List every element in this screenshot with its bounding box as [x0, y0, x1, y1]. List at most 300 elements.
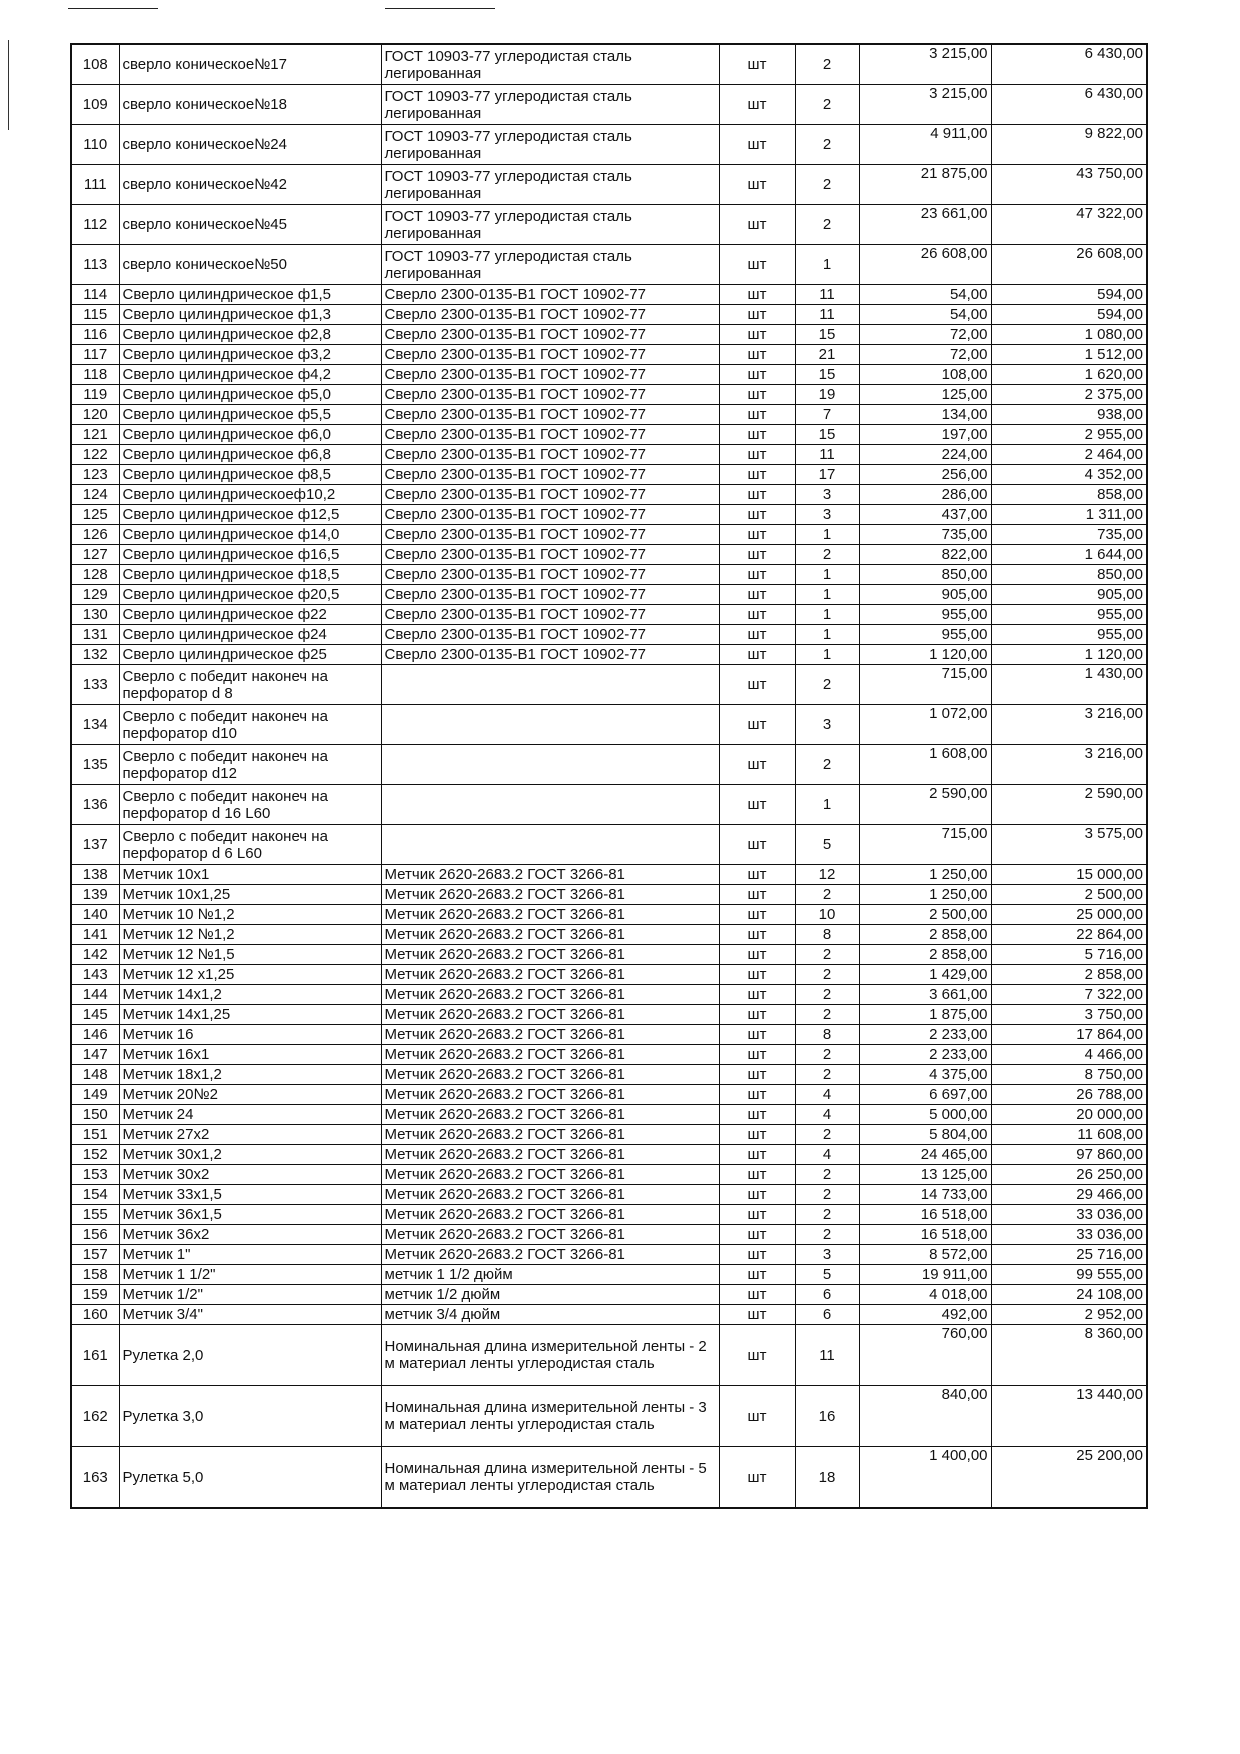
scan-artifact-top-right	[385, 8, 495, 9]
table-row	[71, 665, 1147, 705]
item-name: Метчик 3/4"	[119, 1305, 381, 1325]
item-spec: Сверло 2300-0135-В1 ГОСТ 10902-77	[381, 365, 719, 385]
item-unit: шт	[719, 205, 795, 245]
item-quantity: 11	[795, 285, 859, 305]
item-total: 11 608,00	[991, 1125, 1147, 1145]
item-spec: Метчик 2620-2683.2 ГОСТ 3266-81	[381, 1225, 719, 1245]
item-unit: шт	[719, 325, 795, 345]
table-row	[71, 1185, 1147, 1205]
table-row	[71, 525, 1147, 545]
row-number: 118	[71, 365, 119, 385]
item-unit: шт	[719, 1245, 795, 1265]
item-price: 955,00	[859, 605, 991, 625]
table-row	[71, 325, 1147, 345]
item-total: 3 750,00	[991, 1005, 1147, 1025]
row-number: 149	[71, 1085, 119, 1105]
item-name: сверло коническое№42	[119, 165, 381, 205]
row-number: 130	[71, 605, 119, 625]
item-price: 5 000,00	[859, 1105, 991, 1125]
item-spec: Метчик 2620-2683.2 ГОСТ 3266-81	[381, 1125, 719, 1145]
table-row	[71, 205, 1147, 245]
item-unit: шт	[719, 1045, 795, 1065]
table-row	[71, 125, 1147, 165]
item-spec: ГОСТ 10903-77 углеродистая сталь легированная	[381, 245, 719, 285]
item-spec	[381, 785, 719, 825]
item-name: Сверло цилиндрическое ф5,5	[119, 405, 381, 425]
item-spec: Метчик 2620-2683.2 ГОСТ 3266-81	[381, 945, 719, 965]
table-row	[71, 1105, 1147, 1125]
item-total: 850,00	[991, 565, 1147, 585]
item-spec: метчик 1 1/2 дюйм	[381, 1265, 719, 1285]
item-price: 840,00	[859, 1386, 991, 1447]
row-number: 158	[71, 1265, 119, 1285]
item-spec: Метчик 2620-2683.2 ГОСТ 3266-81	[381, 1025, 719, 1045]
item-quantity: 5	[795, 825, 859, 865]
item-quantity: 2	[795, 745, 859, 785]
item-quantity: 21	[795, 345, 859, 365]
item-unit: шт	[719, 925, 795, 945]
item-total: 6 430,00	[991, 44, 1147, 85]
item-price: 822,00	[859, 545, 991, 565]
item-price: 24 465,00	[859, 1145, 991, 1165]
row-number: 148	[71, 1065, 119, 1085]
table-row	[71, 1325, 1147, 1386]
item-quantity: 3	[795, 505, 859, 525]
item-price: 1 429,00	[859, 965, 991, 985]
item-name: Сверло цилиндрическое ф24	[119, 625, 381, 645]
item-total: 15 000,00	[991, 865, 1147, 885]
item-unit: шт	[719, 405, 795, 425]
item-price: 437,00	[859, 505, 991, 525]
item-quantity: 1	[795, 605, 859, 625]
item-name: Метчик 1 1/2"	[119, 1265, 381, 1285]
table-row	[71, 745, 1147, 785]
row-number: 154	[71, 1185, 119, 1205]
item-name: Метчик 30х2	[119, 1165, 381, 1185]
item-quantity: 2	[795, 44, 859, 85]
item-spec: Номинальная длина измерительной ленты - 2 м материал ленты углеродистая сталь	[381, 1325, 719, 1386]
table-row	[71, 925, 1147, 945]
item-quantity: 11	[795, 305, 859, 325]
item-total: 26 608,00	[991, 245, 1147, 285]
item-name: Метчик 12 №1,5	[119, 945, 381, 965]
row-number: 115	[71, 305, 119, 325]
item-unit: шт	[719, 1065, 795, 1085]
row-number: 120	[71, 405, 119, 425]
item-quantity: 11	[795, 1325, 859, 1386]
item-unit: шт	[719, 445, 795, 465]
item-spec: Метчик 2620-2683.2 ГОСТ 3266-81	[381, 885, 719, 905]
row-number: 108	[71, 44, 119, 85]
item-total: 955,00	[991, 605, 1147, 625]
item-unit: шт	[719, 1386, 795, 1447]
item-total: 858,00	[991, 485, 1147, 505]
item-price: 1 608,00	[859, 745, 991, 785]
item-total: 22 864,00	[991, 925, 1147, 945]
item-name: Метчик 24	[119, 1105, 381, 1125]
item-name: Сверло цилиндрическое ф8,5	[119, 465, 381, 485]
item-unit: шт	[719, 985, 795, 1005]
item-price: 54,00	[859, 285, 991, 305]
item-spec: Сверло 2300-0135-В1 ГОСТ 10902-77	[381, 345, 719, 365]
item-total: 5 716,00	[991, 945, 1147, 965]
table-row	[71, 785, 1147, 825]
item-spec: Сверло 2300-0135-В1 ГОСТ 10902-77	[381, 485, 719, 505]
item-total: 2 500,00	[991, 885, 1147, 905]
item-price: 760,00	[859, 1325, 991, 1386]
item-spec: Сверло 2300-0135-В1 ГОСТ 10902-77	[381, 305, 719, 325]
item-quantity: 1	[795, 245, 859, 285]
item-name: Метчик 27х2	[119, 1125, 381, 1145]
row-number: 156	[71, 1225, 119, 1245]
item-total: 97 860,00	[991, 1145, 1147, 1165]
item-unit: шт	[719, 545, 795, 565]
item-unit: шт	[719, 525, 795, 545]
item-quantity: 2	[795, 965, 859, 985]
item-spec	[381, 705, 719, 745]
item-price: 125,00	[859, 385, 991, 405]
item-name: Рулетка 5,0	[119, 1447, 381, 1509]
item-unit: шт	[719, 865, 795, 885]
item-spec: Номинальная длина измерительной ленты - 3 м материал ленты углеродистая сталь	[381, 1386, 719, 1447]
table-row	[71, 485, 1147, 505]
item-spec: Сверло 2300-0135-В1 ГОСТ 10902-77	[381, 465, 719, 485]
item-name: Метчик 20№2	[119, 1085, 381, 1105]
item-name: Метчик 36х1,5	[119, 1205, 381, 1225]
item-total: 2 464,00	[991, 445, 1147, 465]
table-row	[71, 705, 1147, 745]
item-name: Сверло цилиндрическое ф3,2	[119, 345, 381, 365]
item-price: 5 804,00	[859, 1125, 991, 1145]
item-name: Сверло цилиндрическое ф25	[119, 645, 381, 665]
item-quantity: 2	[795, 205, 859, 245]
table-row	[71, 625, 1147, 645]
item-spec: Сверло 2300-0135-В1 ГОСТ 10902-77	[381, 325, 719, 345]
row-number: 129	[71, 585, 119, 605]
item-name: Метчик 10 №1,2	[119, 905, 381, 925]
row-number: 162	[71, 1386, 119, 1447]
table-row	[71, 305, 1147, 325]
item-spec: Метчик 2620-2683.2 ГОСТ 3266-81	[381, 865, 719, 885]
table-row	[71, 85, 1147, 125]
item-unit: шт	[719, 165, 795, 205]
item-quantity: 10	[795, 905, 859, 925]
item-spec	[381, 825, 719, 865]
item-spec: Сверло 2300-0135-В1 ГОСТ 10902-77	[381, 605, 719, 625]
item-total: 1 311,00	[991, 505, 1147, 525]
table-row	[71, 1145, 1147, 1165]
item-price: 2 858,00	[859, 925, 991, 945]
row-number: 151	[71, 1125, 119, 1145]
item-total: 20 000,00	[991, 1105, 1147, 1125]
item-unit: шт	[719, 1085, 795, 1105]
item-quantity: 3	[795, 485, 859, 505]
item-unit: шт	[719, 385, 795, 405]
item-price: 850,00	[859, 565, 991, 585]
item-price: 286,00	[859, 485, 991, 505]
item-name: сверло коническое№45	[119, 205, 381, 245]
item-price: 1 120,00	[859, 645, 991, 665]
row-number: 153	[71, 1165, 119, 1185]
item-total: 13 440,00	[991, 1386, 1147, 1447]
row-number: 125	[71, 505, 119, 525]
item-name: Сверло цилиндрическое ф6,0	[119, 425, 381, 445]
item-unit: шт	[719, 425, 795, 445]
item-price: 2 233,00	[859, 1025, 991, 1045]
row-number: 137	[71, 825, 119, 865]
item-total: 33 036,00	[991, 1205, 1147, 1225]
item-quantity: 2	[795, 665, 859, 705]
item-quantity: 7	[795, 405, 859, 425]
item-spec: Метчик 2620-2683.2 ГОСТ 3266-81	[381, 1065, 719, 1085]
item-quantity: 5	[795, 1265, 859, 1285]
item-price: 2 233,00	[859, 1045, 991, 1065]
row-number: 117	[71, 345, 119, 365]
item-name: Метчик 10х1	[119, 865, 381, 885]
table-row	[71, 645, 1147, 665]
item-price: 3 215,00	[859, 85, 991, 125]
item-quantity: 1	[795, 565, 859, 585]
item-name: Сверло цилиндрическое ф1,3	[119, 305, 381, 325]
item-quantity: 4	[795, 1105, 859, 1125]
table-row	[71, 1386, 1147, 1447]
item-total: 2 955,00	[991, 425, 1147, 445]
item-total: 3 216,00	[991, 705, 1147, 745]
table-row	[71, 905, 1147, 925]
item-name: Рулетка 3,0	[119, 1386, 381, 1447]
item-price: 3 215,00	[859, 44, 991, 85]
item-unit: шт	[719, 785, 795, 825]
item-quantity: 6	[795, 1285, 859, 1305]
item-spec: Сверло 2300-0135-В1 ГОСТ 10902-77	[381, 285, 719, 305]
item-quantity: 16	[795, 1386, 859, 1447]
row-number: 139	[71, 885, 119, 905]
item-quantity: 2	[795, 1045, 859, 1065]
scan-artifact-top-left	[68, 8, 158, 9]
item-total: 8 360,00	[991, 1325, 1147, 1386]
row-number: 150	[71, 1105, 119, 1125]
item-price: 1 072,00	[859, 705, 991, 745]
item-price: 1 250,00	[859, 885, 991, 905]
table-row	[71, 1205, 1147, 1225]
item-price: 72,00	[859, 325, 991, 345]
item-unit: шт	[719, 305, 795, 325]
item-total: 8 750,00	[991, 1065, 1147, 1085]
item-spec: Сверло 2300-0135-В1 ГОСТ 10902-77	[381, 545, 719, 565]
items-table	[70, 43, 1148, 1509]
item-price: 108,00	[859, 365, 991, 385]
item-unit: шт	[719, 85, 795, 125]
item-spec: Метчик 2620-2683.2 ГОСТ 3266-81	[381, 1085, 719, 1105]
table-row	[71, 1285, 1147, 1305]
row-number: 116	[71, 325, 119, 345]
item-name: сверло коническое№50	[119, 245, 381, 285]
item-total: 3 575,00	[991, 825, 1147, 865]
row-number: 144	[71, 985, 119, 1005]
item-spec: Сверло 2300-0135-В1 ГОСТ 10902-77	[381, 405, 719, 425]
item-name: Сверло цилиндрическое ф6,8	[119, 445, 381, 465]
item-unit: шт	[719, 125, 795, 165]
item-total: 4 352,00	[991, 465, 1147, 485]
item-name: Сверло цилиндрическое ф18,5	[119, 565, 381, 585]
items-table-body	[71, 44, 1147, 1508]
item-unit: шт	[719, 645, 795, 665]
row-number: 142	[71, 945, 119, 965]
item-quantity: 3	[795, 1245, 859, 1265]
item-price: 4 375,00	[859, 1065, 991, 1085]
table-row	[71, 505, 1147, 525]
item-total: 4 466,00	[991, 1045, 1147, 1065]
table-row	[71, 1165, 1147, 1185]
item-quantity: 1	[795, 525, 859, 545]
item-name: сверло коническое№17	[119, 44, 381, 85]
item-unit: шт	[719, 565, 795, 585]
table-row	[71, 865, 1147, 885]
row-number: 145	[71, 1005, 119, 1025]
item-total: 1 430,00	[991, 665, 1147, 705]
item-price: 26 608,00	[859, 245, 991, 285]
row-number: 126	[71, 525, 119, 545]
item-spec: Метчик 2620-2683.2 ГОСТ 3266-81	[381, 1045, 719, 1065]
item-quantity: 19	[795, 385, 859, 405]
item-unit: шт	[719, 1005, 795, 1025]
item-unit: шт	[719, 1265, 795, 1285]
item-spec	[381, 665, 719, 705]
item-unit: шт	[719, 1025, 795, 1045]
row-number: 152	[71, 1145, 119, 1165]
row-number: 127	[71, 545, 119, 565]
item-price: 2 590,00	[859, 785, 991, 825]
item-unit: шт	[719, 365, 795, 385]
item-spec: Сверло 2300-0135-В1 ГОСТ 10902-77	[381, 525, 719, 545]
row-number: 147	[71, 1045, 119, 1065]
item-unit: шт	[719, 605, 795, 625]
item-spec: Сверло 2300-0135-В1 ГОСТ 10902-77	[381, 505, 719, 525]
item-unit: шт	[719, 485, 795, 505]
item-price: 735,00	[859, 525, 991, 545]
table-row	[71, 1065, 1147, 1085]
item-quantity: 2	[795, 1005, 859, 1025]
row-number: 114	[71, 285, 119, 305]
table-row	[71, 285, 1147, 305]
item-total: 25 200,00	[991, 1447, 1147, 1509]
item-spec: Сверло 2300-0135-В1 ГОСТ 10902-77	[381, 585, 719, 605]
item-unit: шт	[719, 1165, 795, 1185]
item-total: 6 430,00	[991, 85, 1147, 125]
item-spec: Метчик 2620-2683.2 ГОСТ 3266-81	[381, 1105, 719, 1125]
row-number: 138	[71, 865, 119, 885]
item-name: Метчик 18х1,2	[119, 1065, 381, 1085]
table-row	[71, 945, 1147, 965]
item-unit: шт	[719, 1145, 795, 1165]
item-unit: шт	[719, 705, 795, 745]
item-spec: Сверло 2300-0135-В1 ГОСТ 10902-77	[381, 425, 719, 445]
row-number: 134	[71, 705, 119, 745]
row-number: 113	[71, 245, 119, 285]
item-price: 21 875,00	[859, 165, 991, 205]
row-number: 131	[71, 625, 119, 645]
item-name: Метчик 12 №1,2	[119, 925, 381, 945]
item-spec: Сверло 2300-0135-В1 ГОСТ 10902-77	[381, 445, 719, 465]
item-quantity: 15	[795, 325, 859, 345]
item-price: 955,00	[859, 625, 991, 645]
item-quantity: 1	[795, 785, 859, 825]
item-quantity: 6	[795, 1305, 859, 1325]
item-total: 43 750,00	[991, 165, 1147, 205]
item-unit: шт	[719, 1305, 795, 1325]
item-quantity: 18	[795, 1447, 859, 1509]
item-quantity: 2	[795, 545, 859, 565]
item-quantity: 2	[795, 1065, 859, 1085]
item-spec: Метчик 2620-2683.2 ГОСТ 3266-81	[381, 965, 719, 985]
item-total: 905,00	[991, 585, 1147, 605]
item-spec: Метчик 2620-2683.2 ГОСТ 3266-81	[381, 925, 719, 945]
item-quantity: 2	[795, 1225, 859, 1245]
item-quantity: 8	[795, 1025, 859, 1045]
item-unit: шт	[719, 625, 795, 645]
scan-artifact-margin	[8, 40, 9, 130]
item-price: 1 250,00	[859, 865, 991, 885]
item-name: Метчик 33х1,5	[119, 1185, 381, 1205]
item-unit: шт	[719, 825, 795, 865]
row-number: 143	[71, 965, 119, 985]
table-row	[71, 885, 1147, 905]
item-price: 19 911,00	[859, 1265, 991, 1285]
item-total: 1 620,00	[991, 365, 1147, 385]
item-quantity: 4	[795, 1145, 859, 1165]
item-price: 54,00	[859, 305, 991, 325]
item-unit: шт	[719, 465, 795, 485]
item-unit: шт	[719, 745, 795, 785]
item-quantity: 1	[795, 645, 859, 665]
item-total: 33 036,00	[991, 1225, 1147, 1245]
item-name: Метчик 10х1,25	[119, 885, 381, 905]
item-name: Сверло с победит наконеч на перфоратор d 8	[119, 665, 381, 705]
row-number: 140	[71, 905, 119, 925]
item-price: 1 400,00	[859, 1447, 991, 1509]
item-unit: шт	[719, 1125, 795, 1145]
row-number: 135	[71, 745, 119, 785]
item-name: Метчик 1"	[119, 1245, 381, 1265]
table-row	[71, 985, 1147, 1005]
table-row	[71, 585, 1147, 605]
item-price: 2 500,00	[859, 905, 991, 925]
row-number: 109	[71, 85, 119, 125]
item-total: 9 822,00	[991, 125, 1147, 165]
item-quantity: 1	[795, 625, 859, 645]
item-unit: шт	[719, 945, 795, 965]
item-unit: шт	[719, 1447, 795, 1509]
item-name: Сверло с победит наконеч на перфоратор d10	[119, 705, 381, 745]
row-number: 111	[71, 165, 119, 205]
item-unit: шт	[719, 1225, 795, 1245]
table-row	[71, 345, 1147, 365]
item-spec: ГОСТ 10903-77 углеродистая сталь легированная	[381, 85, 719, 125]
table-row	[71, 1305, 1147, 1325]
item-name: сверло коническое№24	[119, 125, 381, 165]
item-price: 4 911,00	[859, 125, 991, 165]
item-name: сверло коническое№18	[119, 85, 381, 125]
item-unit: шт	[719, 905, 795, 925]
table-row	[71, 545, 1147, 565]
item-spec: Метчик 2620-2683.2 ГОСТ 3266-81	[381, 985, 719, 1005]
item-name: Метчик 30х1,2	[119, 1145, 381, 1165]
item-quantity: 15	[795, 425, 859, 445]
item-name: Сверло цилиндрическое ф4,2	[119, 365, 381, 385]
table-row	[71, 385, 1147, 405]
item-price: 16 518,00	[859, 1205, 991, 1225]
row-number: 161	[71, 1325, 119, 1386]
